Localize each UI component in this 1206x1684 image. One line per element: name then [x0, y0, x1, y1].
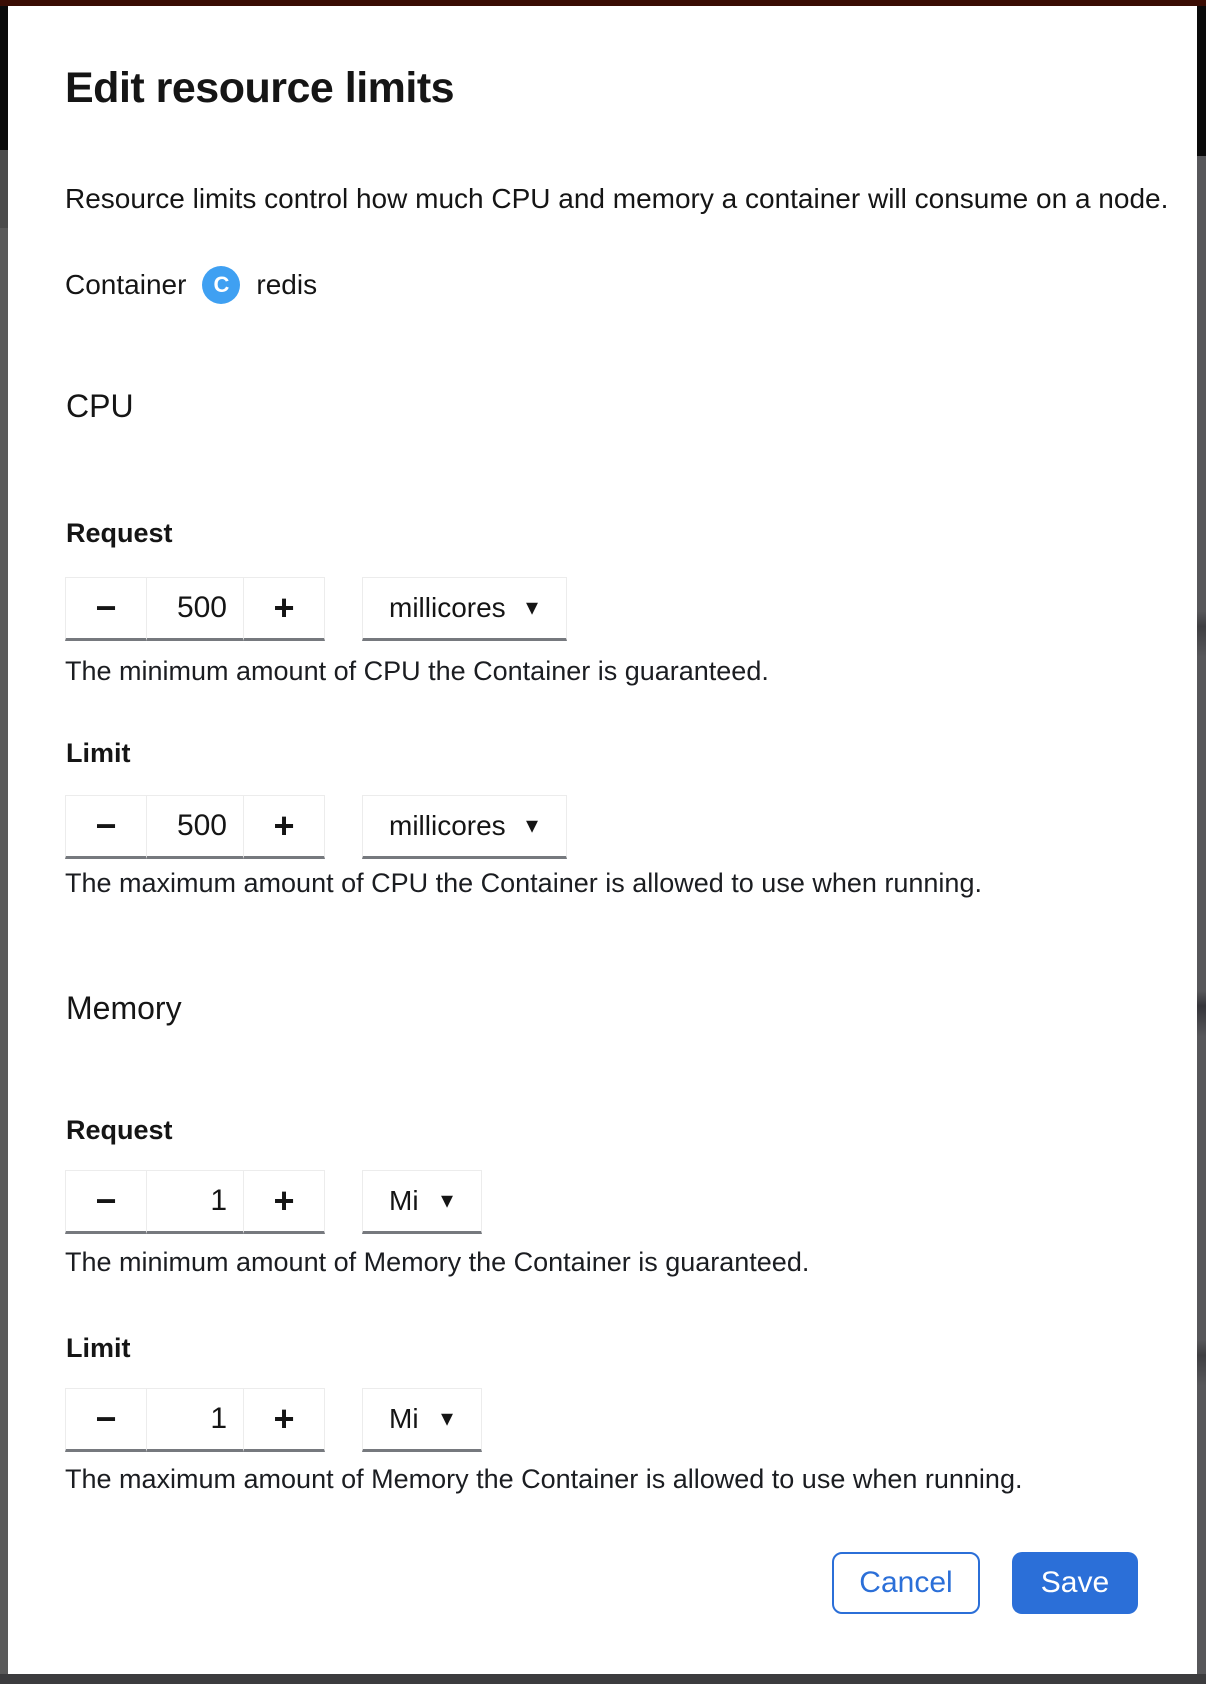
cancel-button[interactable]: Cancel [832, 1552, 980, 1614]
caret-down-icon: ▾ [525, 594, 538, 621]
plus-button[interactable]: + [244, 577, 325, 641]
cpu-request-helper: The minimum amount of CPU the Container is guaranteed. [65, 656, 769, 686]
page-edge-right [1197, 156, 1206, 1674]
memory-request-unit-select[interactable] [362, 1170, 482, 1234]
container-badge-icon: C [202, 266, 240, 304]
memory-limit-helper: The maximum amount of Memory the Container is allowed to use when running. [65, 1464, 1023, 1494]
memory-request-input[interactable] [146, 1170, 244, 1234]
memory-limit-unit-select[interactable] [362, 1388, 482, 1452]
save-button[interactable]: Save [1012, 1552, 1138, 1614]
page-edge-left [0, 228, 8, 1674]
container-name: redis [256, 269, 318, 300]
cpu-limit-row [65, 795, 567, 859]
memory-limit-row [65, 1388, 482, 1452]
memory-limit-spinner [65, 1388, 325, 1452]
memory-request-label: Request [66, 1115, 173, 1145]
cpu-limit-helper: The maximum amount of CPU the Container is allowed to use when running. [65, 868, 982, 898]
cpu-request-input[interactable] [146, 577, 244, 641]
plus-button[interactable]: + [244, 1170, 325, 1234]
memory-limit-input[interactable] [146, 1388, 244, 1452]
caret-down-icon: ▾ [525, 812, 538, 839]
memory-request-helper: The minimum amount of Memory the Container is guaranteed. [65, 1247, 810, 1277]
cpu-request-unit-select[interactable] [362, 577, 567, 641]
caret-down-icon: ▾ [440, 1187, 453, 1214]
caret-down-icon: ▾ [440, 1405, 453, 1432]
cpu-limit-input[interactable] [146, 795, 244, 859]
container-label: Container [65, 269, 187, 300]
cpu-request-row [65, 577, 567, 641]
cpu-limit-label: Limit [66, 738, 131, 768]
memory-request-spinner [65, 1170, 325, 1234]
memory-limit-label: Limit [66, 1333, 131, 1363]
modal-description: Resource limits control how much CPU and memory a container will consume on a node. [65, 183, 1169, 214]
plus-button[interactable]: + [244, 795, 325, 859]
cpu-limit-unit-select[interactable] [362, 795, 567, 859]
cpu-request-label: Request [66, 518, 173, 548]
modal-title: Edit resource limits [65, 64, 455, 112]
section-heading-cpu: CPU [66, 388, 134, 424]
plus-button[interactable]: + [244, 1388, 325, 1452]
container-row [65, 266, 317, 304]
cpu-limit-spinner [65, 795, 325, 859]
selected-unit: Mi [389, 1403, 419, 1434]
memory-request-row [65, 1170, 482, 1234]
minus-button[interactable]: − [65, 1388, 146, 1452]
page-edge-right [1197, 6, 1206, 156]
selected-unit: millicores [389, 592, 506, 623]
selected-unit: millicores [389, 810, 506, 841]
selected-unit: Mi [389, 1185, 419, 1216]
page-edge-left [0, 150, 8, 228]
cpu-request-spinner [65, 577, 325, 641]
minus-button[interactable]: − [65, 795, 146, 859]
masthead-bar [0, 0, 1206, 6]
page-edge-bottom [0, 1674, 1206, 1684]
section-heading-memory: Memory [66, 990, 182, 1026]
minus-button[interactable]: − [65, 577, 146, 641]
page-edge-left [0, 6, 8, 150]
minus-button[interactable]: − [65, 1170, 146, 1234]
